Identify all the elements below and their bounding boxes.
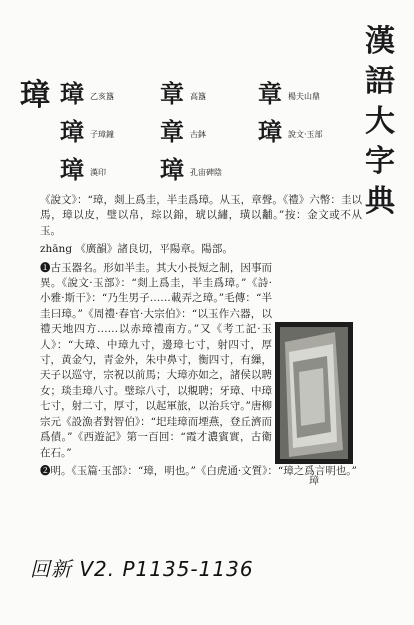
form-source: 楊夫山鼎 <box>288 92 320 101</box>
form-glyph: 璋 <box>160 155 184 184</box>
book-title-char: 大 <box>365 104 395 139</box>
sense-1-paragraph: ❶古玉器名。形如半圭。其大小長短之制，因事而異。《說文·玉部》：“剡上爲圭，半圭爲璋。”《詩·小雅·斯干》：“乃生男子……載弄之璋。”毛傳：“半圭曰璋。”《周禮·春官·大宗伯》：“以玉作六器，以禮天地四方……以赤璋禮南方。”又《考工記·玉人》：“大璋、中璋九寸，邊璋七寸，射四寸，厚寸，黄金勺，青金外，朱中鼻寸，衡四寸，有繅，天子以巡守，宗祝以前馬；大璋亦如之，諸侯以聘女；琰圭璋八寸。璧琮八寸，以覜聘；牙璋、中璋七寸，射二寸，厚寸，以起軍旅，以治兵守。”唐柳宗元《設漁者對智伯》：“圯珪璋而堙燕，登丘濟而爲債。”《西遊記》第一百回：“霞才濃賓實，古衛在石。” <box>40 261 272 459</box>
form-glyph: 章 <box>258 79 282 108</box>
etymology-paragraph: 《說文》：“璋，剡上爲圭，半圭爲璋。从玉，章聲。《禮》六幣：圭以馬，璋以皮，璧以帛，琮以錦，琥以繡，璜以黼。”按：金文或不从玉。 <box>40 194 362 237</box>
form-source: 漢印 <box>90 168 106 177</box>
form-source: 孔宙碑陰 <box>190 168 222 177</box>
book-title-char: 漢 <box>365 24 395 59</box>
book-title-char: 語 <box>365 64 395 99</box>
sense-2-paragraph: ❷明。《玉篇·玉部》：“璋，明也。”《白虎通·文質》：“璋之爲言明也。” <box>40 464 357 477</box>
book-title-char: 典 <box>365 184 395 219</box>
form-source: 高簋 <box>190 92 206 101</box>
form-glyph: 章 <box>160 117 184 146</box>
pronunciation-line: zhāng 《廣韻》諸良切，平陽章。陽部。 <box>40 243 233 256</box>
form-glyph: 璋 <box>60 79 84 108</box>
form-source: 子璋鐘 <box>90 130 114 139</box>
form-glyph: 璋 <box>60 117 84 146</box>
form-source: 說文·玉部 <box>288 130 323 139</box>
form-source: 乙亥簋 <box>90 92 114 101</box>
form-glyph: 璋 <box>258 117 282 146</box>
form-source: 古鉢 <box>190 130 206 139</box>
headword: 璋 <box>20 78 50 113</box>
book-title <box>360 22 400 222</box>
picture-caption: 璋 <box>309 476 319 487</box>
handwritten-reference-note: 回新 V2. P1135-1136 <box>30 557 254 581</box>
jade-zhang-illustration <box>275 322 353 464</box>
form-glyph: 章 <box>160 79 184 108</box>
book-title-char: 字 <box>365 144 395 179</box>
form-glyph: 璋 <box>60 155 84 184</box>
character-forms <box>60 79 360 184</box>
